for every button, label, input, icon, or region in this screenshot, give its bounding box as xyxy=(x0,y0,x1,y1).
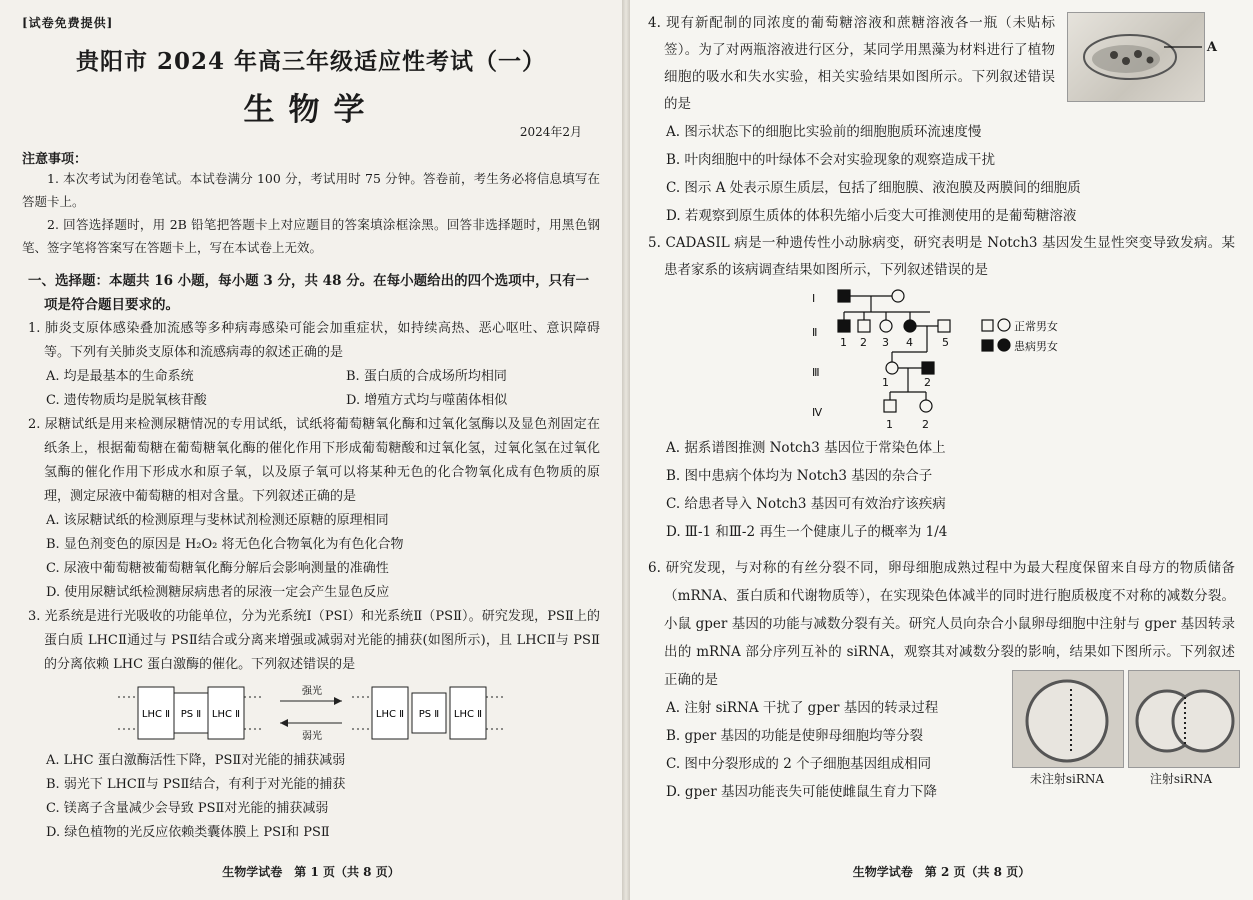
micrograph-label-a: A xyxy=(1206,40,1217,55)
ps-label-1: PS Ⅱ xyxy=(180,709,202,720)
exam-date: 2024年2月 xyxy=(519,125,582,139)
gen-label-2: Ⅱ xyxy=(812,326,818,339)
q5-option-d: D. Ⅲ-1 和Ⅲ-2 再生一个健康儿子的概率为 1/4 xyxy=(666,524,948,540)
page-2-footer: 生物学试卷 第 2 页（共 8 页） xyxy=(852,865,1031,879)
q3-option-b: B. 弱光下 LHCⅡ与 PSⅡ结合，有利于对光能的捕获 xyxy=(46,777,346,792)
legend-normal-text: 正常男女 xyxy=(1014,320,1058,333)
gen2-num-3: 3 xyxy=(882,336,889,349)
oocyte-sirna-photo xyxy=(1128,670,1240,768)
question-6 xyxy=(642,554,1235,814)
gen4-num-1: 1 xyxy=(886,418,893,431)
q3-option-d: D. 绿色植物的光反应依赖类囊体膜上 PSⅠ和 PSⅡ xyxy=(46,825,330,840)
strong-light-label: 强光 xyxy=(302,686,322,697)
q3-option-c: C. 镁离子含量减少会导致 PSⅡ对光能的捕获减弱 xyxy=(46,801,329,816)
gen3-num-1: 1 xyxy=(882,376,889,389)
legend-affected-text: 患病男女 xyxy=(1014,340,1058,353)
caption-sirna: 注射siRNA xyxy=(1149,772,1213,786)
question-3 xyxy=(22,605,600,845)
q2-option-d: D. 使用尿糖试纸检测糖尿病患者的尿液一定会产生显色反应 xyxy=(46,585,390,600)
lhc-label-3: LHC Ⅱ xyxy=(375,709,405,720)
gen1-female-normal xyxy=(892,290,904,302)
gen-label-4: Ⅳ xyxy=(812,406,823,419)
q3-stem: 3. 光系统是进行光吸收的功能单位，分为光系统Ⅰ（PSⅠ）和光系统Ⅱ（PSⅡ）。研究发现，PSⅡ上的蛋白质 LHCⅡ通过与 PSⅡ结合或分离来增强或减弱对光能的捕获(如图所示)，且 LHCⅡ与 PSⅡ的分离依赖 LHC 蛋白激酶的催化。下列叙述错误的是 xyxy=(28,609,600,672)
q4-option-d: D. 若观察到原生质体的体积先缩小后变大可推测使用的是葡萄糖溶液 xyxy=(666,208,1077,224)
free-tag: [试卷免费提供] xyxy=(22,16,114,30)
gen2-3-normal-female xyxy=(880,320,892,332)
legend-affected-female xyxy=(998,339,1010,351)
question-1 xyxy=(22,317,600,413)
gen2-1-affected-male xyxy=(838,320,850,332)
gen2-num-1: 1 xyxy=(840,336,847,349)
lhc-label-4: LHC Ⅱ xyxy=(453,709,483,720)
page-2 xyxy=(630,0,1253,900)
q1-option-b: B. 蛋白质的合成场所均相同 xyxy=(346,369,507,384)
q1-stem: 1. 肺炎支原体感染叠加流感等多种病毒感染可能会加重症状，如持续高热、恶心呕吐、意识障碍等。下列有关肺炎支原体和流感病毒的叙述正确的是 xyxy=(28,321,600,360)
notice-2: 2. 回答选择题时，用 2B 铅笔把答题卡上对应题目的答案填涂框涂黑。回答非选择题时，用黑色钢笔、签字笔将答案写在答题卡上，写在本试卷上无效。 xyxy=(22,217,600,255)
ps-label-2: PS Ⅱ xyxy=(418,709,440,720)
q4-option-c: C. 图示 A 处表示原生质层，包括了细胞膜、液泡膜及两膜间的细胞质 xyxy=(666,180,1081,196)
gen2-4-affected-female xyxy=(904,320,916,332)
subject-title: 生物学 xyxy=(243,92,379,128)
photosystem-diagram xyxy=(22,679,600,749)
q6-option-c: C. 图中分裂形成的 2 个子细胞基因组成相同 xyxy=(666,756,932,772)
lhc-label-1: LHC Ⅱ xyxy=(141,709,171,720)
q6-option-d: D. gper 基因功能丧失可能使雌鼠生育力下降 xyxy=(666,784,937,800)
q5-option-c: C. 给患者导入 Notch3 基因可有效治疗该疾病 xyxy=(666,496,946,512)
q6-stem: 6. 研究发现，与对称的有丝分裂不同，卵母细胞成熟过程中为最大程度保留来自母方的物质储备（mRNA、蛋白质和代谢物质等），在实现染色体减半的同时进行胞质极度不对称的减数分裂。小鼠 gper 基因的功能与减数分裂有关。研究人员向杂合小鼠卵母细胞中注射与 gper 基因转录出的 mRNA 部分序列互补的 siRNA，观察其对减数分裂的影响，结果如下图所示。下列叙述正确的是 xyxy=(648,560,1235,688)
question-5 xyxy=(642,230,1235,546)
page-1-footer: 生物学试卷 第 1 页（共 8 页） xyxy=(222,865,400,879)
q5-option-b: B. 图中患病个体均为 Notch3 基因的杂合子 xyxy=(666,468,933,484)
q6-option-a: A. 注射 siRNA 干扰了 gper 基因的转录过程 xyxy=(666,700,939,716)
q3-option-a: A. LHC 蛋白激酶活性下降，PSⅡ对光能的捕获减弱 xyxy=(46,753,346,768)
lhc-label-2: LHC Ⅱ xyxy=(211,709,241,720)
gen4-num-2: 2 xyxy=(922,418,929,431)
legend-normal-male xyxy=(982,320,993,331)
notice-1: 1. 本次考试为闭卷笔试。本试卷满分 100 分，考试用时 75 分钟。答卷前，考生务必将信息填写在答题卡上。 xyxy=(22,171,600,209)
gen2-num-5: 5 xyxy=(942,336,949,349)
q4-stem: 4. 现有新配制的同浓度的葡萄糖溶液和蔗糖溶液各一瓶（未贴标签）。为了对两瓶溶液进行区分，某同学用黑藻为材料进行了植物细胞的吸水和失水实验，相关实验结果如图所示。下列叙述错误的是 xyxy=(648,15,1055,112)
q2-option-a: A. 该尿糖试纸的检测原理与斐林试剂检测还原糖的原理相同 xyxy=(46,513,389,528)
question-2 xyxy=(22,413,600,605)
gen4-2-normal-female xyxy=(920,400,932,412)
q2-stem: 2. 尿糖试纸是用来检测尿糖情况的专用试纸，试纸将葡萄糖氧化酶和过氧化氢酶以及显色剂固定在纸条上，根据葡萄糖在葡萄糖氧化酶的催化作用下形成葡萄糖酸和过氧化氢，过氧化氢在过氧化氢酶的催化作用下形成水和原子氧，以及原子氧可以将某种无色的化合物氧化成有色物质的原理，测定尿液中葡萄糖的相对含量。下列叙述正确的是 xyxy=(28,417,600,504)
q5-stem: 5. CADASIL 病是一种遗传性小动脉病变，研究表明是 Notch3 基因发生显性突变导致发病。某患者家系的该病调查结果如图所示，下列叙述错误的是 xyxy=(648,235,1235,278)
q4-option-b: B. 叶肉细胞中的叶绿体不会对实验现象的观察造成干扰 xyxy=(666,152,996,168)
gen2-num-4: 4 xyxy=(906,336,913,349)
notice-heading: 注意事项： xyxy=(22,152,88,167)
q2-option-b: B. 显色剂变色的原因是 H₂O₂ 将无色化合物氧化为有色化合物 xyxy=(46,537,404,552)
gen2-num-2: 2 xyxy=(860,336,867,349)
section-heading: 一、选择题：本题共 16 小题，每小题 3 分，共 48 分。在每小题给出的四个选项中，只有一项是符合题目要求的。 xyxy=(28,273,590,313)
weak-light-label: 弱光 xyxy=(302,731,322,742)
legend-normal-female xyxy=(998,319,1010,331)
oocyte-no-sirna-photo xyxy=(1012,670,1124,768)
legend-affected-male xyxy=(982,340,993,351)
gen3-num-2: 2 xyxy=(924,376,931,389)
gen3-1-normal-female xyxy=(886,362,898,374)
q1-option-a: A. 均是最基本的生命系统 xyxy=(46,369,194,384)
q4-option-a: A. 图示状态下的细胞比实验前的细胞胞质环流速度慢 xyxy=(666,124,982,140)
plasmolysis-micrograph xyxy=(1067,12,1205,102)
caption-no-sirna: 未注射siRNA xyxy=(1029,772,1105,786)
page-1 xyxy=(0,0,622,900)
q6-option-b: B. gper 基因的功能是使卵母细胞均等分裂 xyxy=(666,728,924,744)
gen1-male-affected xyxy=(838,290,850,302)
gen2-2-normal-male xyxy=(858,320,870,332)
q2-option-c: C. 尿液中葡萄糖被葡萄糖氧化酶分解后会影响测量的准确性 xyxy=(46,561,389,576)
q5-option-a: A. 据系谱图推测 Notch3 基因位于常染色体上 xyxy=(666,440,946,456)
gen-label-1: Ⅰ xyxy=(812,292,816,305)
q1-option-c: C. 遗传物质均是脱氧核苷酸 xyxy=(46,393,207,408)
gen2-5-normal-male xyxy=(938,320,950,332)
exam-title: 贵阳市 2024 年高三年级适应性考试（一） xyxy=(75,48,547,75)
page-gutter xyxy=(622,0,630,900)
gen4-1-normal-male xyxy=(884,400,896,412)
question-4 xyxy=(642,10,1235,230)
q1-option-d: D. 增殖方式均与噬菌体相似 xyxy=(346,393,508,408)
gen3-2-affected-male xyxy=(922,362,934,374)
pedigree-chart xyxy=(642,284,1242,434)
gen-label-3: Ⅲ xyxy=(812,366,820,379)
